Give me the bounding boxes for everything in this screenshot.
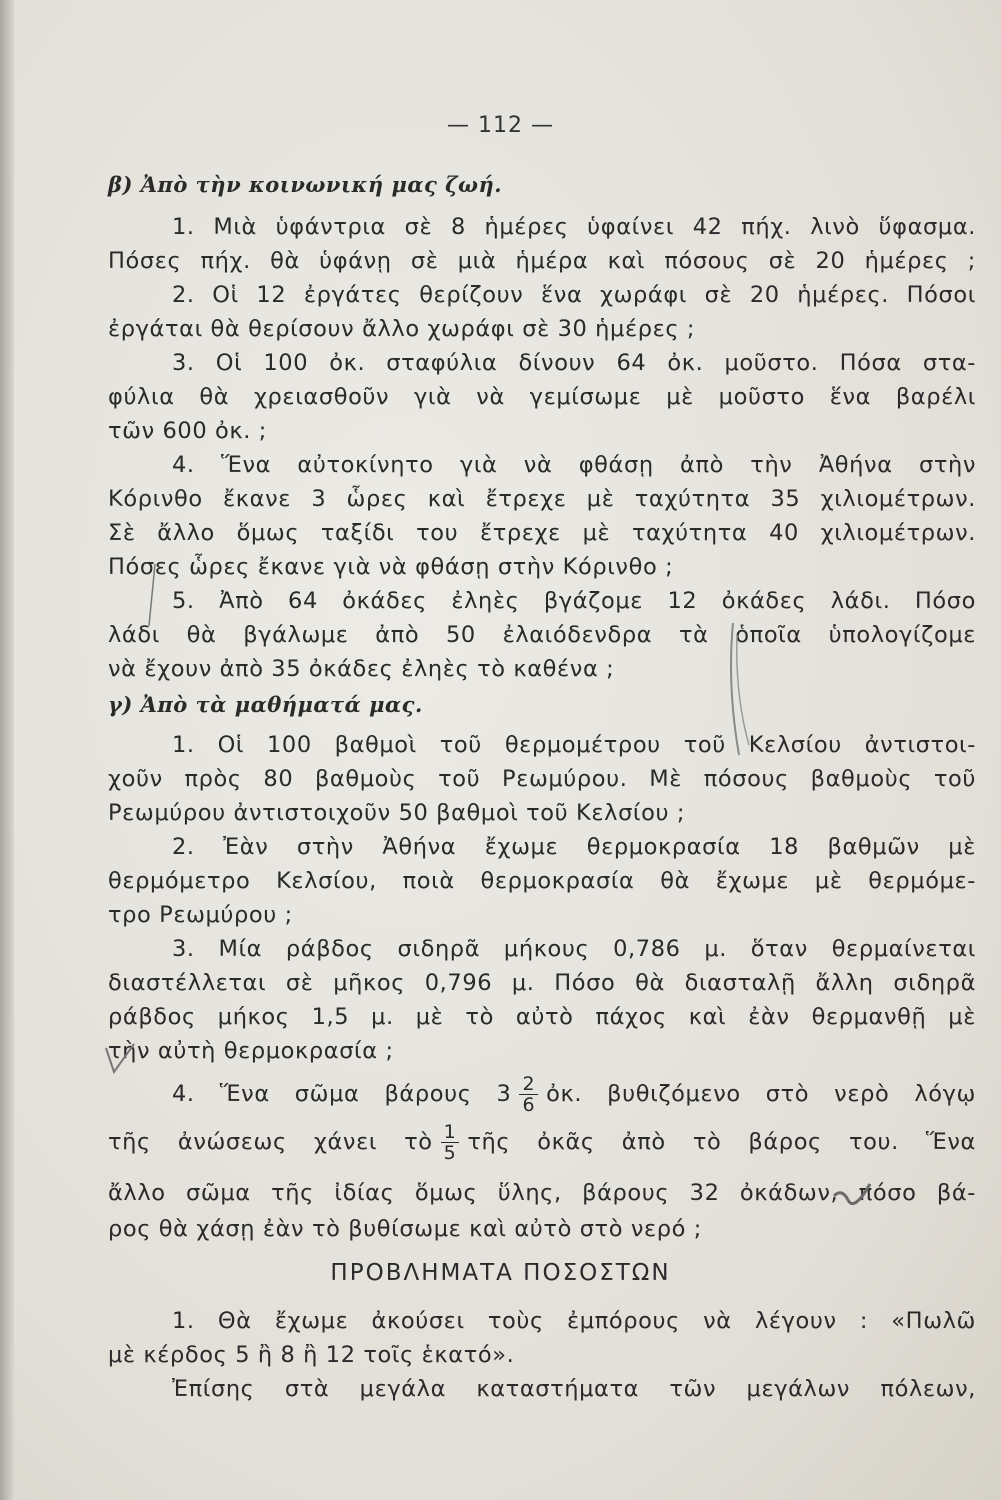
problem-g1-line1: 1. Οἱ 100 βαθμοὶ τοῦ θερμομέτρου τοῦ Κελσίου ἀντιστοι- bbox=[172, 732, 976, 758]
problem-g1-line3: Ρεωμύρου ἀντιστοιχοῦν 50 βαθμοὶ τοῦ Κελσίου ; bbox=[108, 800, 686, 826]
problem-p1-line1: 1. Θὰ ἔχωμε ἀκούσει τοὺς ἐμπόρους νὰ λέγουν : «Πωλῶ bbox=[172, 1308, 976, 1334]
problem-g2-line2: θερμόμετρο Κελσίου, ποιὰ θερμοκρασία θὰ ἔχωμε μὲ θερμόμε- bbox=[108, 868, 976, 894]
problem-p1-line3: Ἐπίσης στὰ μεγάλα καταστήματα τῶν μεγάλων πόλεων, bbox=[172, 1376, 976, 1402]
problem-g4-line3: ἄλλο σῶμα τῆς ἰδίας ὅμως ὕλης, βάρους 32 ὀκάδων, πόσο βά- bbox=[108, 1180, 976, 1206]
fraction-two-sixths bbox=[519, 1074, 538, 1115]
problem-g4-line2-end: τῆς ὀκᾶς ἀπὸ τὸ βάρος του. Ἕνα bbox=[467, 1129, 976, 1155]
problem-b3-line1: 3. Οἱ 100 ὀκ. σταφύλια δίνουν 64 ὀκ. μοῦστο. Πόσα στα- bbox=[172, 350, 976, 376]
pencil-check-mark bbox=[100, 1040, 140, 1080]
problem-b4-line4: Πόσες ὧρες ἔκανε γιὰ νὰ φθάσῃ στὴν Κόρινθο ; bbox=[108, 554, 674, 580]
problem-b3-line2: φύλια θὰ χρειασθοῦν γιὰ νὰ γεμίσωμε μὲ μοῦστο ἕνα βαρέλι bbox=[108, 384, 976, 410]
problem-g2-line3: τρο Ρεωμύρου ; bbox=[108, 902, 293, 928]
fraction-numerator: 1 bbox=[441, 1122, 460, 1143]
section-title-social-life: β) Ἀπὸ τὴν κοινωνική μας ζωή. bbox=[108, 172, 503, 197]
section-title-lessons: γ) Ἀπὸ τὰ μαθήματά μας. bbox=[108, 692, 423, 717]
problem-g4-line1 bbox=[172, 1074, 976, 1115]
problem-p1-line2: μὲ κέρδος 5 ἢ 8 ἢ 12 τοῖς ἑκατό». bbox=[108, 1342, 515, 1368]
fraction-numerator: 2 bbox=[519, 1074, 538, 1095]
problem-g1-line2: χοῦν πρὸς 80 βαθμοὺς τοῦ Ρεωμύρου. Μὲ πόσους βαθμοὺς τοῦ bbox=[108, 766, 976, 792]
page-number: — 112 — bbox=[447, 113, 554, 138]
problem-g4-line1-start: 4. Ἕνα σῶμα βάρους 3 bbox=[172, 1081, 512, 1107]
problem-g4-line1-end: ὀκ. βυθιζόμενο στὸ νερὸ λόγῳ bbox=[546, 1081, 976, 1107]
pencil-check-mark-end bbox=[828, 1178, 878, 1218]
problem-b4-line2: Κόρινθο ἔκανε 3 ὧρες καὶ ἔτρεχε μὲ ταχύτητα 35 χιλιομέτρων. bbox=[108, 486, 976, 512]
problem-g4-line4: ρος θὰ χάσῃ ἐὰν τὸ βυθίσωμε καὶ αὐτὸ στὸ νερό ; bbox=[108, 1216, 702, 1242]
pencil-margin-mark bbox=[135, 560, 165, 630]
problem-b4-line3: Σὲ ἄλλο ὅμως ταξίδι του ἔτρεχε μὲ ταχύτητα 40 χιλιομέτρων. bbox=[108, 520, 976, 546]
problem-g3-line1: 3. Μία ράβδος σιδηρᾶ μήκους 0,786 μ. ὅταν θερμαίνεται bbox=[172, 936, 976, 962]
problem-b2-line1: 2. Οἱ 12 ἐργάτες θερίζουν ἕνα χωράφι σὲ 20 ἡμέρες. Πόσοι bbox=[172, 282, 976, 308]
problem-b1-line2: Πόσες πήχ. θὰ ὑφάνῃ σὲ μιὰ ἡμέρα καὶ πόσους σὲ 20 ἡμέρες ; bbox=[108, 248, 976, 274]
problem-g3-line3: ράβδος μήκος 1,5 μ. μὲ τὸ αὐτὸ πάχος καὶ ἐὰν θερμανθῇ μὲ bbox=[108, 1004, 976, 1030]
problem-b3-line3: τῶν 600 ὀκ. ; bbox=[108, 418, 267, 444]
problem-g4-line2-start: τῆς ἀνώσεως χάνει τὸ bbox=[108, 1129, 433, 1155]
problem-b1-line1: 1. Μιὰ ὑφάντρια σὲ 8 ἡμέρες ὑφαίνει 42 πήχ. λινὸ ὕφασμα. bbox=[172, 214, 976, 240]
problem-b5-line3: νὰ ἔχουν ἀπὸ 35 ὀκάδες ἐληὲς τὸ καθένα ; bbox=[108, 656, 615, 682]
problem-g4-line2 bbox=[108, 1122, 976, 1163]
problem-b4-line1: 4. Ἕνα αὐτοκίνητο γιὰ νὰ φθάσῃ ἀπὸ τὴν Ἀθήνα στὴν bbox=[172, 452, 976, 478]
problem-b5-line1: 5. Ἀπὸ 64 ὀκάδες ἐληὲς βγάζομε 12 ὀκάδες λάδι. Πόσο bbox=[172, 588, 976, 614]
problem-b5-line2: λάδι θὰ βγάλωμε ἀπὸ 50 ἐλαιόδενδρα τὰ ὁποῖα ὑπολογίζομε bbox=[108, 622, 976, 648]
pencil-stroke-mark bbox=[705, 615, 765, 765]
problem-g3-line2: διαστέλλεται σὲ μῆκος 0,796 μ. Πόσο θὰ διασταλῇ ἄλλη σιδηρᾶ bbox=[108, 970, 976, 996]
fraction-denominator: 6 bbox=[522, 1094, 536, 1116]
fraction-denominator: 5 bbox=[443, 1142, 457, 1164]
problem-g2-line1: 2. Ἐὰν στὴν Ἀθήνα ἔχωμε θερμοκρασία 18 βαθμῶν μὲ bbox=[172, 834, 976, 860]
problem-b2-line2: ἐργάται θὰ θερίσουν ἄλλο χωράφι σὲ 30 ἡμέρες ; bbox=[108, 316, 696, 342]
fraction-one-fifth bbox=[441, 1122, 460, 1163]
problem-g3-line4: τὴν αὐτὴ θερμοκρασία ; bbox=[108, 1038, 394, 1064]
heading-percentage-problems: ΠΡΟΒΛΗΜΑΤΑ ΠΟΣΟΣΤΩΝ bbox=[330, 1260, 671, 1286]
